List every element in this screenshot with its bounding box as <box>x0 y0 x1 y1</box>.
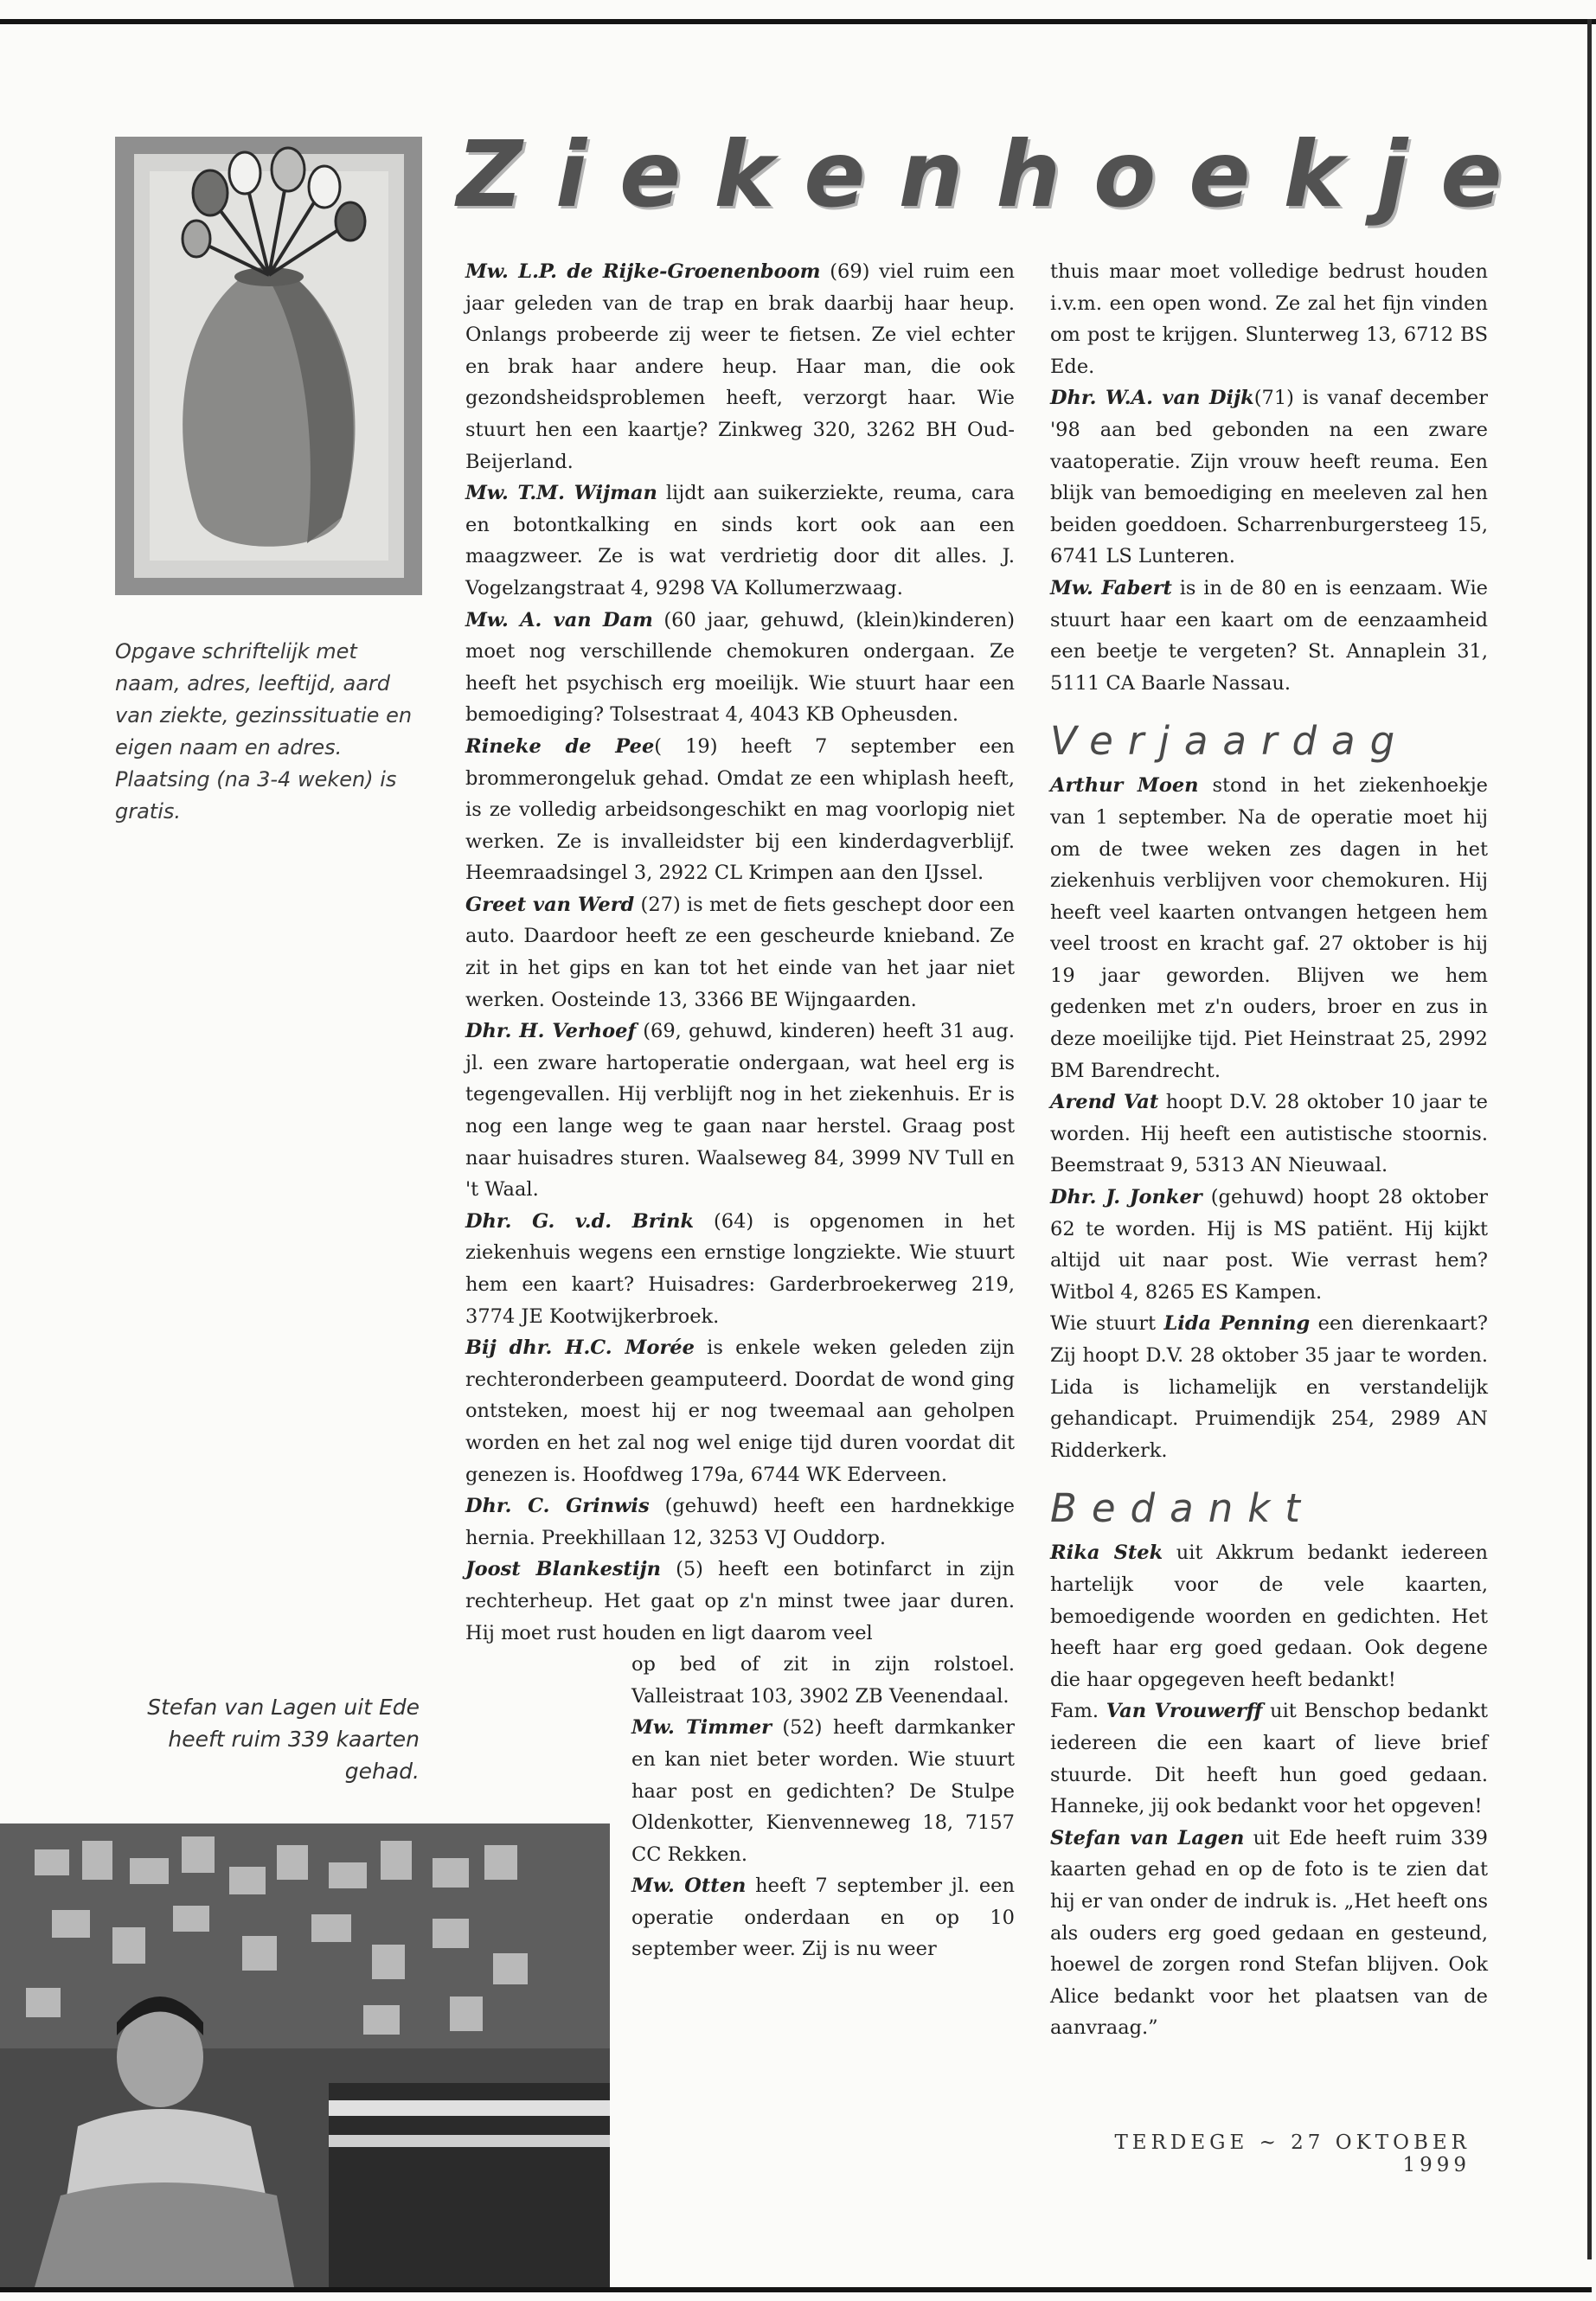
entry-otten <box>631 1870 1015 1965</box>
entry-text: (60 jaar, gehuwd, (klein)kinderen) moet nog verschillende chemokuren ondergaan. Ze heeft het psychisch erg moeilijk. Wie stuurt haar een bemoediging? Tolsestraat 4, 4043 KB Opheusden. <box>465 608 1015 727</box>
entry-text: hoopt D.V. 28 oktober 10 jaar te worden. Hij heeft een autistische stoornis. Beemstraat 9, 5313 AN Nieuwaal. <box>1050 1091 1489 1177</box>
entry-blankestijn-continued: op bed of zit in zijn rolstoel. Valleistraat 103, 3902 ZB Veenendaal. <box>631 1653 1015 1708</box>
person-name: Dhr. C. Grinwis <box>465 1495 650 1518</box>
person-name: Mw. Otten <box>631 1875 747 1898</box>
entry-text: (69) viel ruim een jaar geleden van de trap en brak daarbij haar heup. Onlangs probeerde zij weer te fietsen. Ze viel echter en brak haar andere heup. Haar man, die ook gezondsheidsproblemen heeft, verzorgt haar. Wie stuurt hen een kaartje? Zinkweg 320, 3262 BH Oud-Beijerland. <box>465 260 1015 473</box>
entry-text: (69, gehuwd, kinderen) heeft 31 aug. jl. een zware hartoperatie ondergaan, wat heel erg is tegengevallen. Hij verblijft nog in het ziekenhuis. Er is nog een lange weg te gaan naar herstel. Graag post naar huisadres sturen. Waalseweg 84, 3999 NV Tull en 't Waal. <box>465 1020 1015 1202</box>
entry-van-lagen <box>1050 1823 1488 2044</box>
person-name: Dhr. W.A. van Dijk <box>1050 387 1254 410</box>
entry-text: uit Akkrum bedankt iedereen hartelijk voor de vele kaarten, bemoedigende woorden en gedichten. Het heeft haar erg goed gedaan. Ook degene die haar opgegeven heeft bedankt! <box>1050 1541 1488 1691</box>
entry-text: uit Benschop bedankt iedereen die een kaart of lieve brief stuurde. Dit heeft hun goed gedaan. Hanneke, jij ook bedankt voor het opgeven! <box>1050 1700 1488 1818</box>
entry-text: (5) heeft een botinfarct in zijn rechterheup. Het gaat op z'n minst twee jaar duren. Hij moet rust houden en ligt daarom veel <box>465 1558 1015 1644</box>
person-name: Lida Penning <box>1163 1312 1311 1336</box>
entry-text: heeft 7 september jl. een operatie onderdaan en op 10 september weer. Zij is nu weer <box>631 1875 1015 1961</box>
entry-wijman <box>465 478 1015 604</box>
person-name: Mw. T.M. Wijman <box>465 482 657 505</box>
magazine-footer: TERDEGE ~ 27 OKTOBER 1999 <box>1114 2131 1471 2176</box>
photo-caption: Stefan van Lagen uit Ede heeft ruim 339 kaarten gehad. <box>147 1695 420 1784</box>
entry-van-dam <box>465 605 1015 731</box>
entry-otten-continued: thuis maar moet volledige bedrust houden i.v.m. een open wond. Ze zal het fijn vinden om post te krijgen. Slunterweg 13, 6712 BS Ede. <box>1050 260 1488 378</box>
entry-de-rijke <box>465 256 1015 478</box>
page-title: Ziekenhoekje <box>457 122 1535 228</box>
person-name: Arend Vat <box>1050 1091 1159 1114</box>
entry-stek <box>1050 1537 1488 1695</box>
person-name: Mw. L.P. de Rijke-Groenenboom <box>465 260 821 283</box>
person-name: Rineke de Pee <box>465 734 655 758</box>
entry-verhoef <box>465 1016 1015 1206</box>
bottom-rule <box>0 2287 1592 2292</box>
entry-grinwis <box>465 1490 1015 1554</box>
entry-text: Wie stuurt <box>1050 1312 1164 1336</box>
entry-penning <box>1050 1308 1488 1466</box>
person-name: Joost Blankestijn <box>465 1558 661 1581</box>
entry-text: uit Ede heeft ruim 339 kaarten gehad en op de foto is te zien dat hij er van onder de indruk is. „Het heeft ons als ouders erg goed gedaan en gesteund, hoewel de zorgen rond Stefan blijven. Ook Alice bedankt voor het plaatsen van de aanvraag.” <box>1050 1826 1488 2040</box>
person-name: Stefan van Lagen <box>1050 1826 1245 1849</box>
entry-text: is in de 80 en is eenzaam. Wie stuurt haar een kaart om de eenzaamheid een beetje te vergeten? St. Annaplein 31, 5111 CA Baarle Nassau. <box>1050 576 1488 695</box>
entry-fabert <box>1050 573 1488 699</box>
entry-text: (52) heeft darmkanker en kan niet beter worden. Wie stuurt haar post en gedichten? De Stulpe Oldenkotter, Kienvenneweg 18, 7157 CC Rekken. <box>631 1716 1015 1866</box>
entry-text: (27) is met de fiets geschept door een auto. Daardoor heeft ze een gescheurde knieband. Ze zit in het gips en kan tot het einde van het jaar niet werken. Oosteinde 13, 3366 BE Wijngaarden. <box>465 893 1015 1011</box>
section-heading-verjaardag: Verjaardag <box>1050 718 1410 765</box>
entry-text: Fam. <box>1050 1700 1106 1723</box>
person-name: Rika Stek <box>1050 1541 1163 1565</box>
entry-moree <box>465 1332 1015 1490</box>
entry-text: (gehuwd) hoopt 28 oktober 62 te worden. Hij is MS patiënt. Hij kijkt altijd uit naar post. Wie verrast hem? Witbol 4, 8265 ES Kampen. <box>1050 1186 1488 1304</box>
person-name: Mw. A. van Dam <box>465 608 653 631</box>
person-name: Dhr. J. Jonker <box>1050 1186 1202 1209</box>
person-name: Bij dhr. H.C. Morée <box>465 1336 695 1360</box>
entry-text: ( 19) heeft 7 september een brommerongeluk gehad. Omdat ze een whiplash heeft, is ze volledig arbeidsongeschikt en mag voorlopig niet werken. Ze is invalleidster bij een kinderdagverblijf. Heemraadsingel 3, 2922 CL Krimpen aan den IJssel. <box>465 734 1016 885</box>
entry-text: is enkele weken geleden zijn rechteronderbeen geamputeerd. Doordat de wond ging ontsteken, moest hij er nog tweemaal aan geholpen worden en het zal nog wel enige tijd duren voordat dit genezen is. Hoofdweg 179a, 6744 WK Ederveen. <box>465 1336 1015 1486</box>
column-left <box>465 256 1015 1965</box>
entry-van-dijk <box>1050 382 1488 573</box>
entry-text: (gehuwd) heeft een hardnekkige hernia. Preekhillaan 12, 3253 VJ Ouddorp. <box>465 1495 1015 1549</box>
entry-brink <box>465 1206 1015 1332</box>
person-name: Greet van Werd <box>465 893 635 916</box>
submission-note: Opgave schriftelijk met naam, adres, leeftijd, aard van ziekte, gezinssituatie en eigen naam en adres. Plaatsing (na 3-4 weken) is gratis. <box>115 639 413 824</box>
entry-text: stond in het ziekenhoekje van 1 september. Na de operatie moet hij om de twee weken zes dagen in het ziekenhuis verblijven voor chemokuren. Hij heeft veel kaarten ontvangen hetgeen hem veel troost en kracht gaf. 27 oktober is hij 19 jaar geworden. Blijven we hem gedenken met z'n ouders, broer en zus in deze moeilijke tijd. Piet Heinstraat 25, 2992 BM Barendrecht. <box>1050 774 1488 1082</box>
person-name: Arthur Moen <box>1050 774 1199 798</box>
entry-van-werd <box>465 889 1015 1016</box>
entry-de-pee <box>465 731 1015 889</box>
person-name: Van Vrouwerff <box>1106 1700 1263 1723</box>
vase-illustration <box>115 137 422 595</box>
person-name: Mw. Fabert <box>1050 576 1172 599</box>
entry-jonker <box>1050 1182 1488 1308</box>
section-heading-bedankt: Bedankt <box>1050 1485 1315 1532</box>
entry-text: een dierenkaart? Zij hoopt D.V. 28 oktober 35 jaar te worden. Lida is lichamelijk en verstandelijk gehandicapt. Pruimendijk 254, 2989 AN Ridderkerk. <box>1050 1312 1488 1462</box>
right-rule <box>1587 19 1592 2259</box>
entry-text: (64) is opgenomen in het ziekenhuis wegens een ernstige longziekte. Wie stuurt hem een kaart? Huisadres: Garderbroekerweg 219, 3774 JE Kootwijkerbroek. <box>465 1209 1015 1328</box>
person-name: Dhr. H. Verhoef <box>465 1020 637 1043</box>
column-right <box>1050 256 1488 2044</box>
entry-vat <box>1050 1086 1488 1182</box>
top-rule <box>0 19 1596 24</box>
entry-text: (71) is vanaf december '98 aan bed gebonden na een zware vaatoperatie. Zijn vrouw heeft reuma. Een blijk van bemoediging en meeleven zal hen beiden goeddoen. Scharrenburgersteeg 15, 6741 LS Lunteren. <box>1050 387 1488 568</box>
entry-vrouwerff <box>1050 1695 1488 1822</box>
person-name: Mw. Timmer <box>631 1716 772 1740</box>
entry-timmer <box>631 1712 1015 1870</box>
person-name: Dhr. G. v.d. Brink <box>465 1209 695 1233</box>
entry-blankestijn <box>465 1554 1015 1649</box>
entry-moen <box>1050 770 1488 1086</box>
entry-text: lijdt aan suikerziekte, reuma, cara en botontkalking en sinds kort ook aan een maagzweer. Ze is wat verdrietig door dit alles. J. Vogelzangstraat 4, 9298 VA Kollumerzwaag. <box>465 482 1015 599</box>
